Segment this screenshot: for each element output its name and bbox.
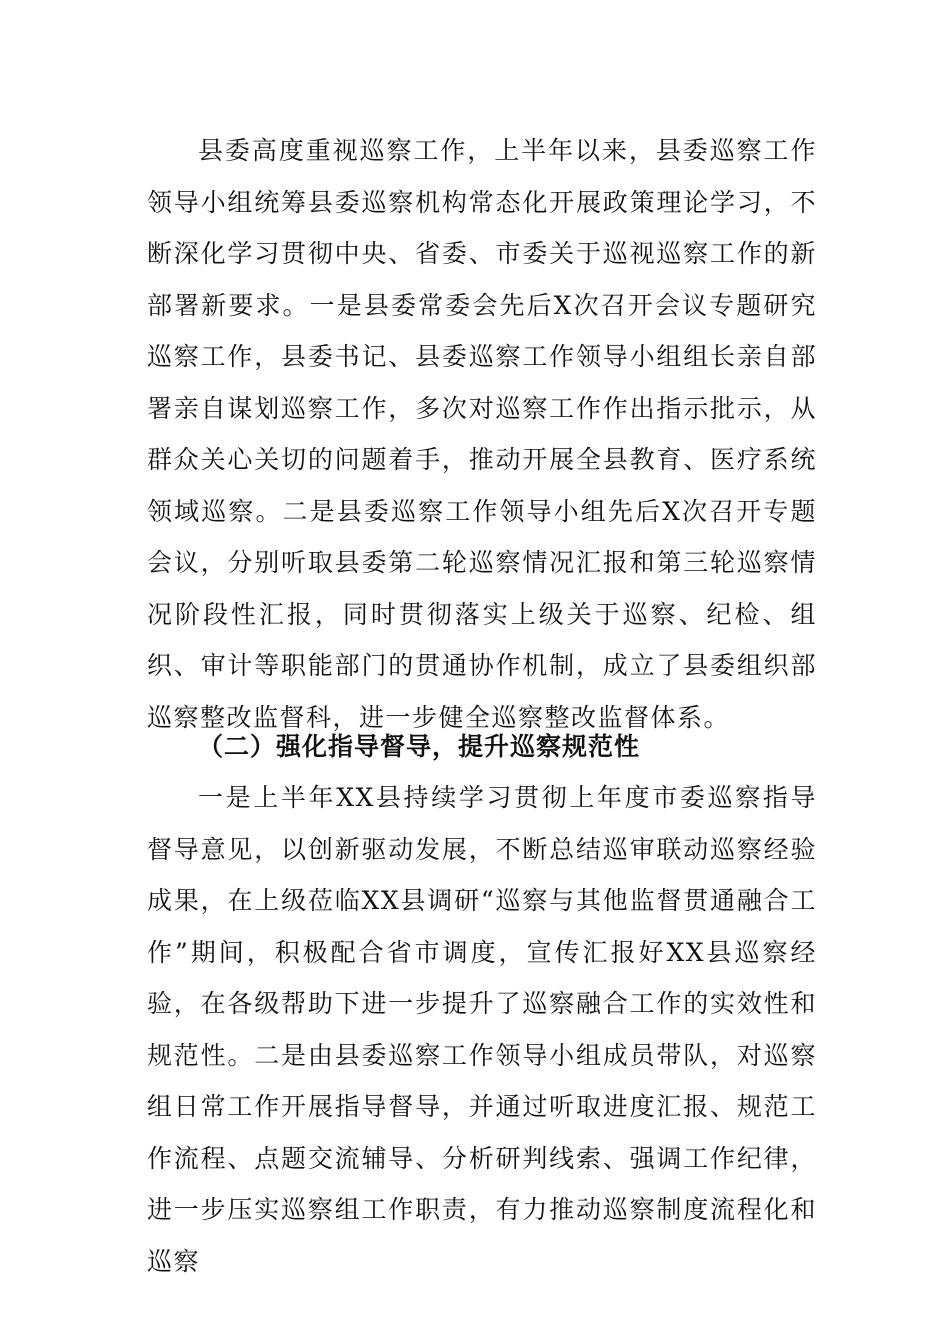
section-heading-guidance: （二）强化指导督导，提升巡察规范性 <box>198 732 641 761</box>
paragraph-leadership-study: 县委高度重视巡察工作，上半年以来，县委巡察工作领导小组统筹县委巡察机构常态化开展政策理论学习，不断深化学习贯彻中央、省委、市委关于巡视巡察工作的新部署新要求。一是县委常委会先后X次召开会议专题研究巡察工作，县委书记、县委巡察工作领导小组组长亲自部署亲自谋划巡察工作，多次对巡察工作作出指示批示，从群众关心关切的问题着手，推动开展全县教育、医疗系统领域巡察。二是县委巡察工作领导小组先后X次召开专题会议，分别听取县委第二轮巡察情况汇报和第三轮巡察情况阶段性汇报，同时贯彻落实上级关于巡察、纪检、组织、审计等职能部门的贯通协作机制，成立了县委组织部巡察整改监督科，进一步健全巡察整改监督体系。 <box>147 136 817 732</box>
paragraph-guidance-supervision: 一是上半年XX县持续学习贯彻上年度市委巡察指导督导意见，以创新驱动发展，不断总结巡审联动巡察经验成果，在上级莅临XX县调研“巡察与其他监督贯通融合工作”期间，积极配合省市调度，宣传汇报好XX县巡察经验，在各级帮助下进一步提升了巡察融合工作的实效性和规范性。二是由县委巡察工作领导小组成员带队，对巡察组日常工作开展指导督导，并通过听取进度汇报、规范工作流程、点题交流辅导、分析研判线索、强调工作纪律，进一步压实巡察组工作职责，有力推动巡察制度流程化和巡察 <box>147 783 817 1276</box>
